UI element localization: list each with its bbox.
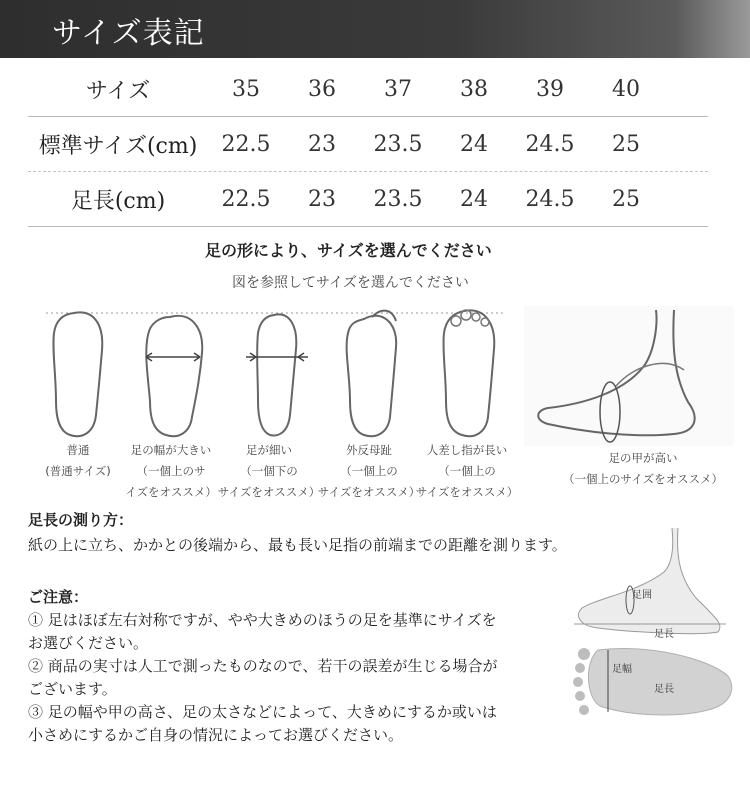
note-line: ① 足はほぼ左右対称ですが、やや大きめのほうの足を基準にサイズを: [28, 611, 497, 629]
measure-title: 足長の測り方：: [28, 511, 134, 529]
wide-foot-illustration: [140, 305, 210, 445]
foot-caption: 外反母趾 （一個上の サイズをオススメ）: [317, 443, 421, 499]
foot-caption: 足の甲が高い （一個上のサイズをオススメ）: [563, 451, 723, 486]
table-cell: 40: [612, 76, 640, 102]
girth-label: 足囲: [632, 590, 652, 601]
hallux-valgus-foot-illustration: [338, 305, 408, 445]
table-cell: 23: [308, 131, 336, 157]
table-cell: 25: [612, 131, 640, 157]
bottom-length-label: 足長: [654, 684, 674, 695]
table-cell: 24.5: [525, 131, 575, 157]
row-label: 足長(cm): [70, 188, 166, 214]
table-row: [28, 172, 708, 226]
foot-caption: 足が細い （一個下の サイズをオススメ）: [217, 443, 321, 499]
table-cell: 24.5: [525, 186, 575, 212]
table-cell: 25: [612, 186, 640, 212]
table-divider: [28, 226, 708, 227]
note-line: ございます。: [28, 680, 117, 698]
width-label: 足幅: [612, 664, 632, 675]
normal-foot-illustration: [44, 305, 114, 445]
row-label: 標準サイズ(cm): [38, 133, 198, 159]
narrow-foot-illustration: [242, 305, 312, 445]
row-label: サイズ: [85, 78, 151, 104]
page-title: サイズ表記: [52, 16, 205, 51]
table-cell: 36: [308, 76, 336, 102]
notes-title: ご注意：: [28, 588, 89, 606]
table-cell: 22.5: [221, 186, 271, 212]
long-index-toe-foot-illustration: [434, 305, 504, 445]
table-cell: 39: [536, 76, 564, 102]
measurement-diagram: [568, 528, 740, 732]
notes-section: [28, 586, 568, 747]
table-cell: 22.5: [221, 131, 271, 157]
side-length-label: 足長: [654, 629, 674, 640]
table-cell: 23.5: [373, 186, 423, 212]
table-cell: 23.5: [373, 131, 423, 157]
note-line: お選びください。: [28, 634, 149, 652]
size-table: [28, 62, 708, 227]
table-cell: 38: [460, 76, 488, 102]
note-line: ③ 足の幅や甲の高さ、足の太さなどによって、大きめにするか或いは: [28, 703, 497, 721]
table-cell: 24: [460, 186, 488, 212]
header-band: [0, 0, 750, 58]
measure-text: 紙の上に立ち、かかとの後端から、最も長い足指の前端までの距離を測ります。: [28, 536, 567, 554]
foot-caption: 普通 (普通サイズ): [45, 443, 111, 478]
foot-caption: 人差し指が長い （一個上の サイズをオススメ）: [415, 443, 519, 499]
note-line: ② 商品の実寸は人工で測ったものなので、若干の誤差が生じる場合が: [28, 657, 498, 675]
guide-title: 足の形により、サイズを選んでください: [205, 241, 492, 260]
table-cell: 23: [308, 186, 336, 212]
table-row: [28, 117, 708, 171]
high-instep-foot-illustration: [524, 306, 734, 446]
table-cell: 37: [384, 76, 412, 102]
foot-bottom-diagram: [568, 642, 740, 724]
foot-caption: 足の幅が大きい （一個上のサ イズをオススメ）: [125, 443, 217, 499]
table-cell: 35: [232, 76, 260, 102]
guide-subtitle: 図を参照してサイズを選んでください: [232, 275, 469, 291]
table-row: [28, 62, 708, 116]
table-cell: 24: [460, 131, 488, 157]
note-line: 小さめにするかご自身の情況によってお選びください。: [28, 726, 404, 744]
